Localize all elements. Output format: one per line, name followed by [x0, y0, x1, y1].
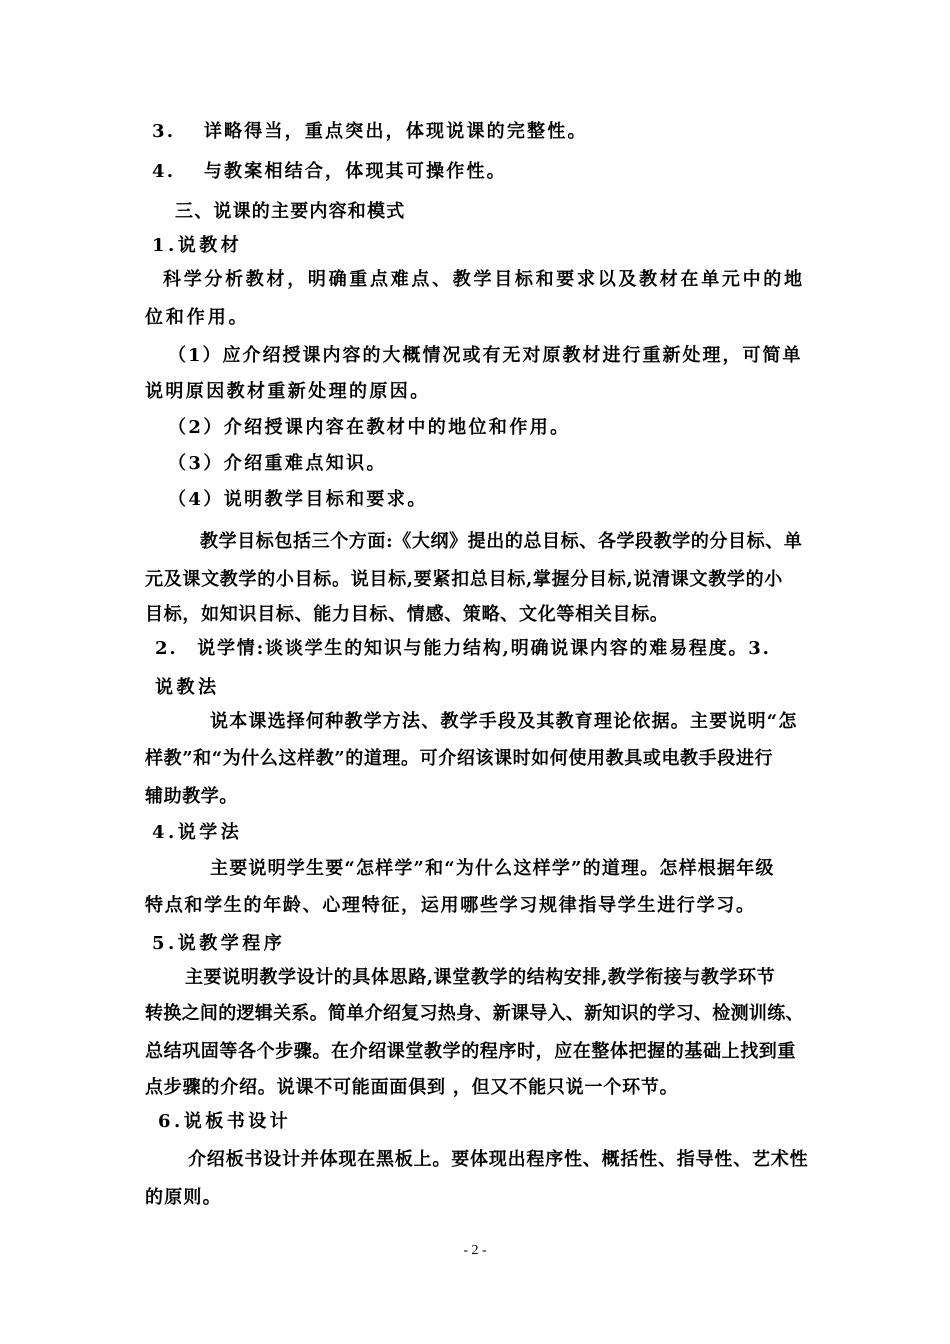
- text-line: 主要说明学生要“怎样学”和“为什么这样学”的道理。怎样根据年级: [210, 858, 775, 879]
- subsection-heading: 1.说教材: [152, 235, 243, 256]
- text-line: 辅助教学。: [145, 786, 238, 807]
- section-heading: 三、说课的主要内容和模式: [175, 201, 406, 222]
- subsection-heading: 说教法: [155, 677, 220, 698]
- text-line: 2. 说学情:谈谈学生的知识与能力结构,明确说课内容的难易程度。3.: [155, 638, 771, 659]
- text-line: （1）应介绍授课内容的大概情况或有无对原教材进行重新处理，可简单: [168, 345, 803, 366]
- text-line: 3. 详略得当，重点突出，体现说课的完整性。: [152, 121, 588, 142]
- text-line: （2）介绍授课内容在教材中的地位和作用。: [168, 417, 571, 438]
- text-line: 说明原因教材重新处理的原因。: [145, 381, 431, 402]
- text-line: 主要说明教学设计的具体思路,课堂教学的结构安排,教学衔接与教学环节: [185, 967, 776, 988]
- text-line: 总结巩固等各个步骤。在介绍课堂教学的程序时，应在整体把握的基础上找到重: [145, 1041, 796, 1062]
- text-line: 转换之间的逻辑关系。简单介绍复习热身、新课导入、新知识的学习、检测训练、: [145, 1003, 804, 1024]
- text-line: 特点和学生的年龄、心理特征，运用哪些学习规律指导学生进行学习。: [145, 895, 756, 916]
- text-line: 介绍板书设计并体现在黑板上。要体现出程序性、概括性、指导性、艺术性: [188, 1149, 809, 1170]
- text-line: （4）说明教学目标和要求。: [168, 489, 428, 510]
- text-line: 说本课选择何种教学方法、教学手段及其教育理论依据。主要说明“怎: [210, 711, 798, 732]
- text-line: 样教”和“为什么这样教”的道理。可介绍该课时如何使用教具或电教手段进行: [145, 748, 774, 769]
- text-line: （3）介绍重难点知识。: [168, 453, 387, 474]
- page-number: - 2 -: [463, 1243, 487, 1258]
- text-line: 科学分析教材，明确重点难点、教学目标和要求以及教材在单元中的地: [163, 269, 805, 290]
- text-line: 教学目标包括三个方面:《大纲》提出的总目标、各学段教学的分目标、单: [200, 531, 803, 552]
- subsection-heading: 4.说学法: [152, 822, 243, 843]
- text-line: 目标，如知识目标、能力目标、情感、策略、文化等相关目标。: [145, 604, 669, 625]
- text-line: 点步骤的介绍。说课不可能面面俱到 ，但又不能只说一个环节。: [145, 1077, 679, 1098]
- text-line: 的原则。: [145, 1187, 222, 1208]
- subsection-heading: 6.说板书设计: [158, 1111, 292, 1132]
- text-line: 元及课文教学的小目标。说目标,要紧扣总目标,掌握分目标,说清课文教学的小: [145, 569, 783, 590]
- text-line: 位和作用。: [145, 307, 250, 328]
- subsection-heading: 5.说教学程序: [152, 933, 286, 954]
- text-line: 4. 与教案相结合，体现其可操作性。: [152, 161, 507, 182]
